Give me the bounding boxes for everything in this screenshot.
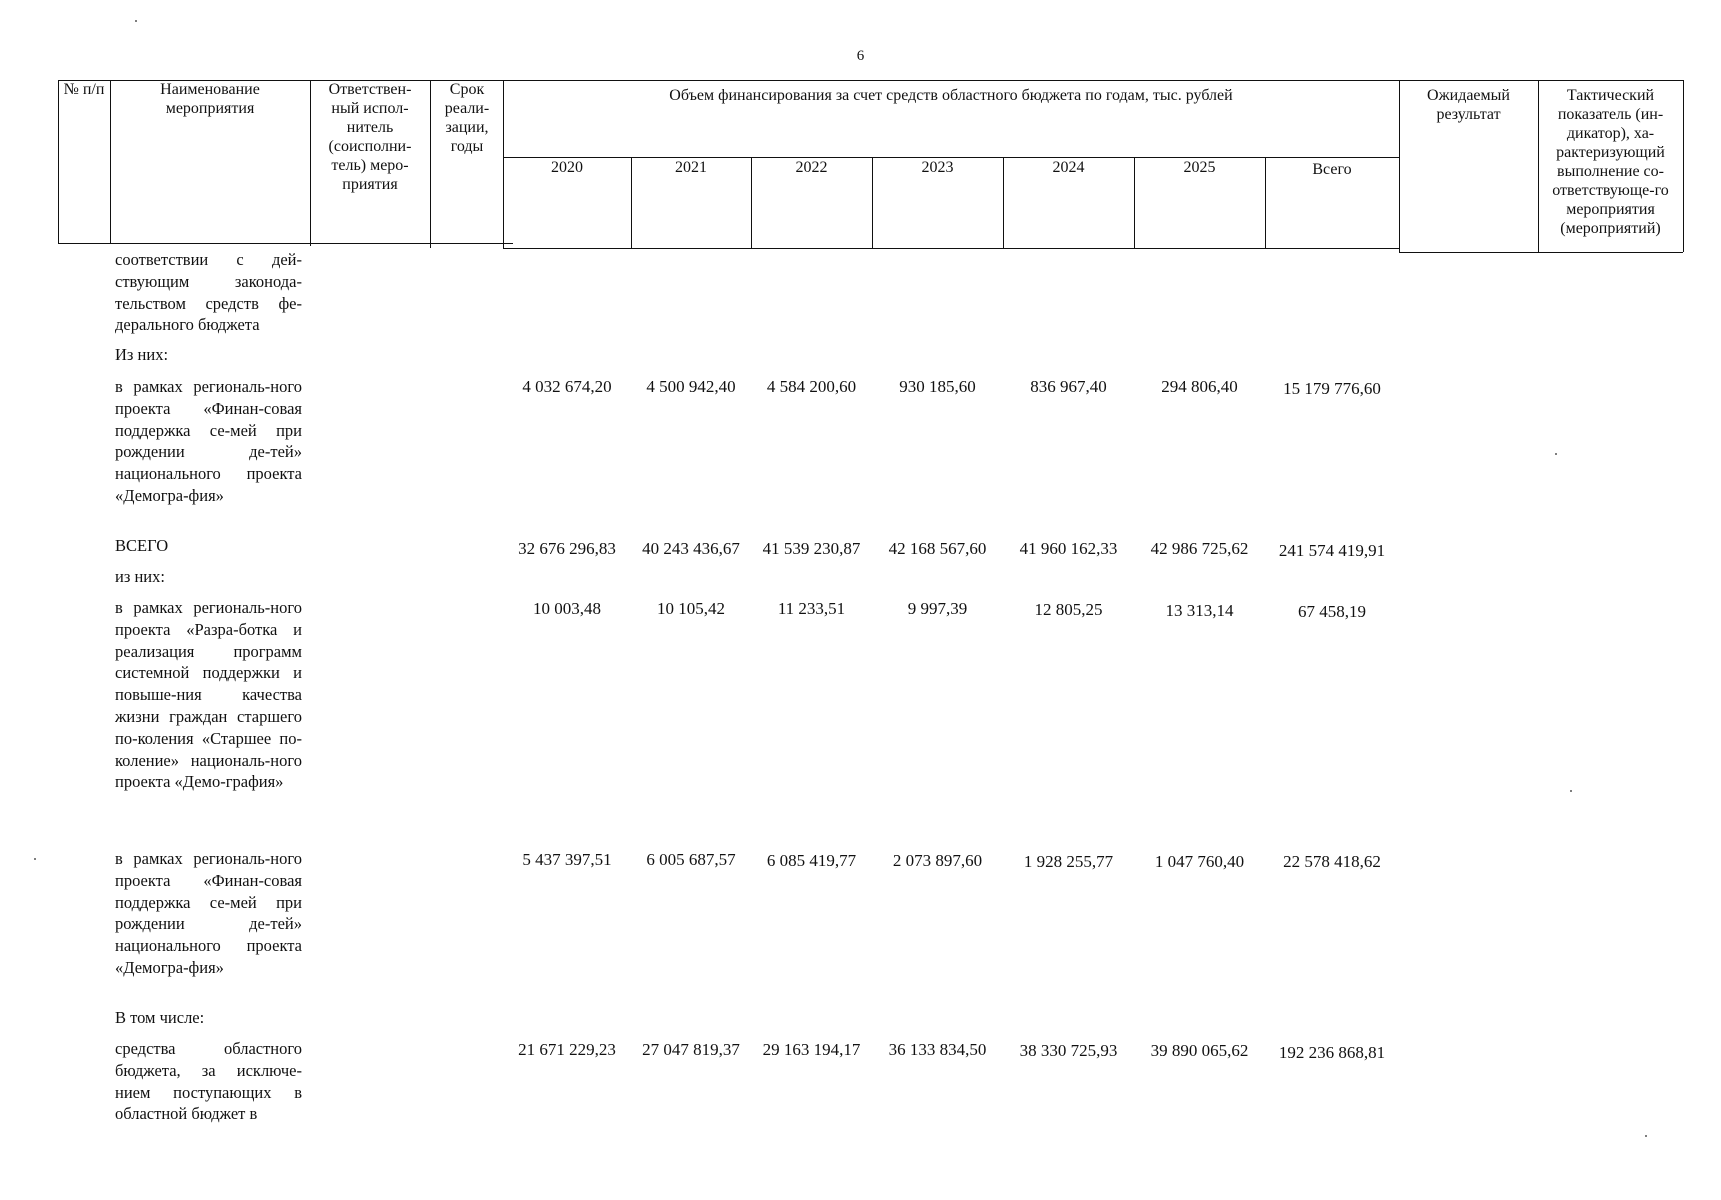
cell-2020: 32 676 296,83 — [518, 539, 616, 558]
cell-2025: 1 047 760,40 — [1154, 852, 1245, 871]
page-number: 6 — [856, 48, 865, 64]
row-label-1: Из них: — [115, 345, 169, 364]
cell-2025: 39 890 065,62 — [1150, 1041, 1249, 1060]
cell-total: 22 578 418,62 — [1283, 852, 1381, 871]
cell-2024: 836 967,40 — [1030, 377, 1107, 396]
cell-2022: 4 584 200,60 — [766, 377, 857, 396]
scan-speck — [1645, 1135, 1647, 1137]
cell-2025: 294 806,40 — [1161, 377, 1238, 396]
scan-speck — [1555, 453, 1557, 455]
cell-2020: 4 032 674,20 — [522, 377, 612, 396]
row-label-total: ВСЕГО — [115, 536, 169, 555]
header-indicator: Тактический показатель (ин-дикатор), ха-рактеризующий выполнение со-ответствующе-го мероприятия (мероприятий) — [1552, 87, 1669, 237]
cell-2024: 1 928 255,77 — [1023, 852, 1114, 871]
cell-2020: 5 437 397,51 — [522, 850, 612, 869]
cell-2025: 13 313,14 — [1165, 601, 1234, 620]
cell-2020: 21 671 229,23 — [518, 1040, 616, 1059]
cell-2022: 41 539 230,87 — [762, 539, 861, 558]
header-name: Наименование мероприятия — [160, 81, 260, 117]
header-term: Срок реали-зации, годы — [444, 81, 490, 155]
cell-2021: 4 500 942,40 — [646, 377, 736, 396]
header-year-2021: 2021 — [675, 159, 707, 176]
cell-2021: 10 105,42 — [657, 599, 725, 618]
cell-2022: 11 233,51 — [777, 599, 846, 618]
header-total: Всего — [1312, 161, 1352, 178]
header-year-2025: 2025 — [1183, 159, 1216, 176]
cell-2021: 40 243 436,67 — [642, 539, 740, 558]
cell-2023: 9 997,39 — [907, 599, 968, 618]
scan-speck — [34, 858, 36, 860]
header-year-2023: 2023 — [921, 159, 954, 176]
cell-total: 67 458,19 — [1298, 602, 1366, 621]
cell-2023: 930 185,60 — [899, 377, 976, 396]
cell-2021: 27 047 819,37 — [642, 1040, 740, 1059]
scan-speck — [1570, 790, 1572, 792]
row-label-4: из них: — [115, 567, 165, 586]
row-label-8: средства областного бюджета, за исключе-нием поступающих в областной бюджет в — [115, 1039, 302, 1124]
row-label-6: в рамках региональ-ного проекта «Финан-совая поддержка се-мей при рождении де-тей» национального проекта «Демогра-фия» — [115, 849, 302, 977]
header-num: № п/п — [63, 81, 105, 98]
header-year-2020: 2020 — [551, 159, 583, 176]
cell-total: 192 236 868,81 — [1278, 1043, 1386, 1062]
row-label-2: в рамках региональ-ного проекта «Финан-совая поддержка се-мей при рождении де-тей» национального проекта «Демогра-фия» — [115, 377, 302, 505]
row-label-0: соответствии с дей-ствующим законода-тельством средств фе-дерального бюджета — [115, 250, 302, 335]
cell-2025: 42 986 725,62 — [1150, 539, 1249, 558]
header-year-2024: 2024 — [1052, 159, 1085, 176]
cell-2023: 42 168 567,60 — [888, 539, 987, 558]
cell-total: 241 574 419,91 — [1278, 541, 1386, 560]
row-label-7: В том числе: — [115, 1008, 205, 1027]
cell-2024: 12 805,25 — [1034, 600, 1103, 619]
cell-2020: 10 003,48 — [533, 599, 601, 618]
header-year-2022: 2022 — [795, 159, 828, 176]
header-funding: Объем финансирования за счет средств областного бюджета по годам, тыс. рублей — [669, 87, 1233, 104]
cell-2024: 41 960 162,33 — [1019, 539, 1118, 558]
cell-2023: 36 133 834,50 — [888, 1040, 987, 1059]
cell-2023: 2 073 897,60 — [892, 851, 983, 870]
cell-2022: 6 085 419,77 — [766, 851, 857, 870]
header-responsible: Ответствен-ный испол-нитель (соисполни-тель) меро-приятия — [328, 81, 412, 193]
cell-2021: 6 005 687,57 — [646, 850, 736, 869]
header-result: Ожидаемый результат — [1427, 87, 1510, 123]
cell-2024: 38 330 725,93 — [1019, 1041, 1118, 1060]
cell-total: 15 179 776,60 — [1283, 379, 1381, 398]
row-label-5: в рамках региональ-ного проекта «Разра-ботка и реализация программ системной поддержки и повыше-ния качества жизни граждан старшего по-коления «Старшее по-коление» националь-ного проекта «Демо-графия» — [115, 598, 302, 792]
cell-2022: 29 163 194,17 — [762, 1040, 861, 1059]
scan-speck — [135, 20, 137, 22]
